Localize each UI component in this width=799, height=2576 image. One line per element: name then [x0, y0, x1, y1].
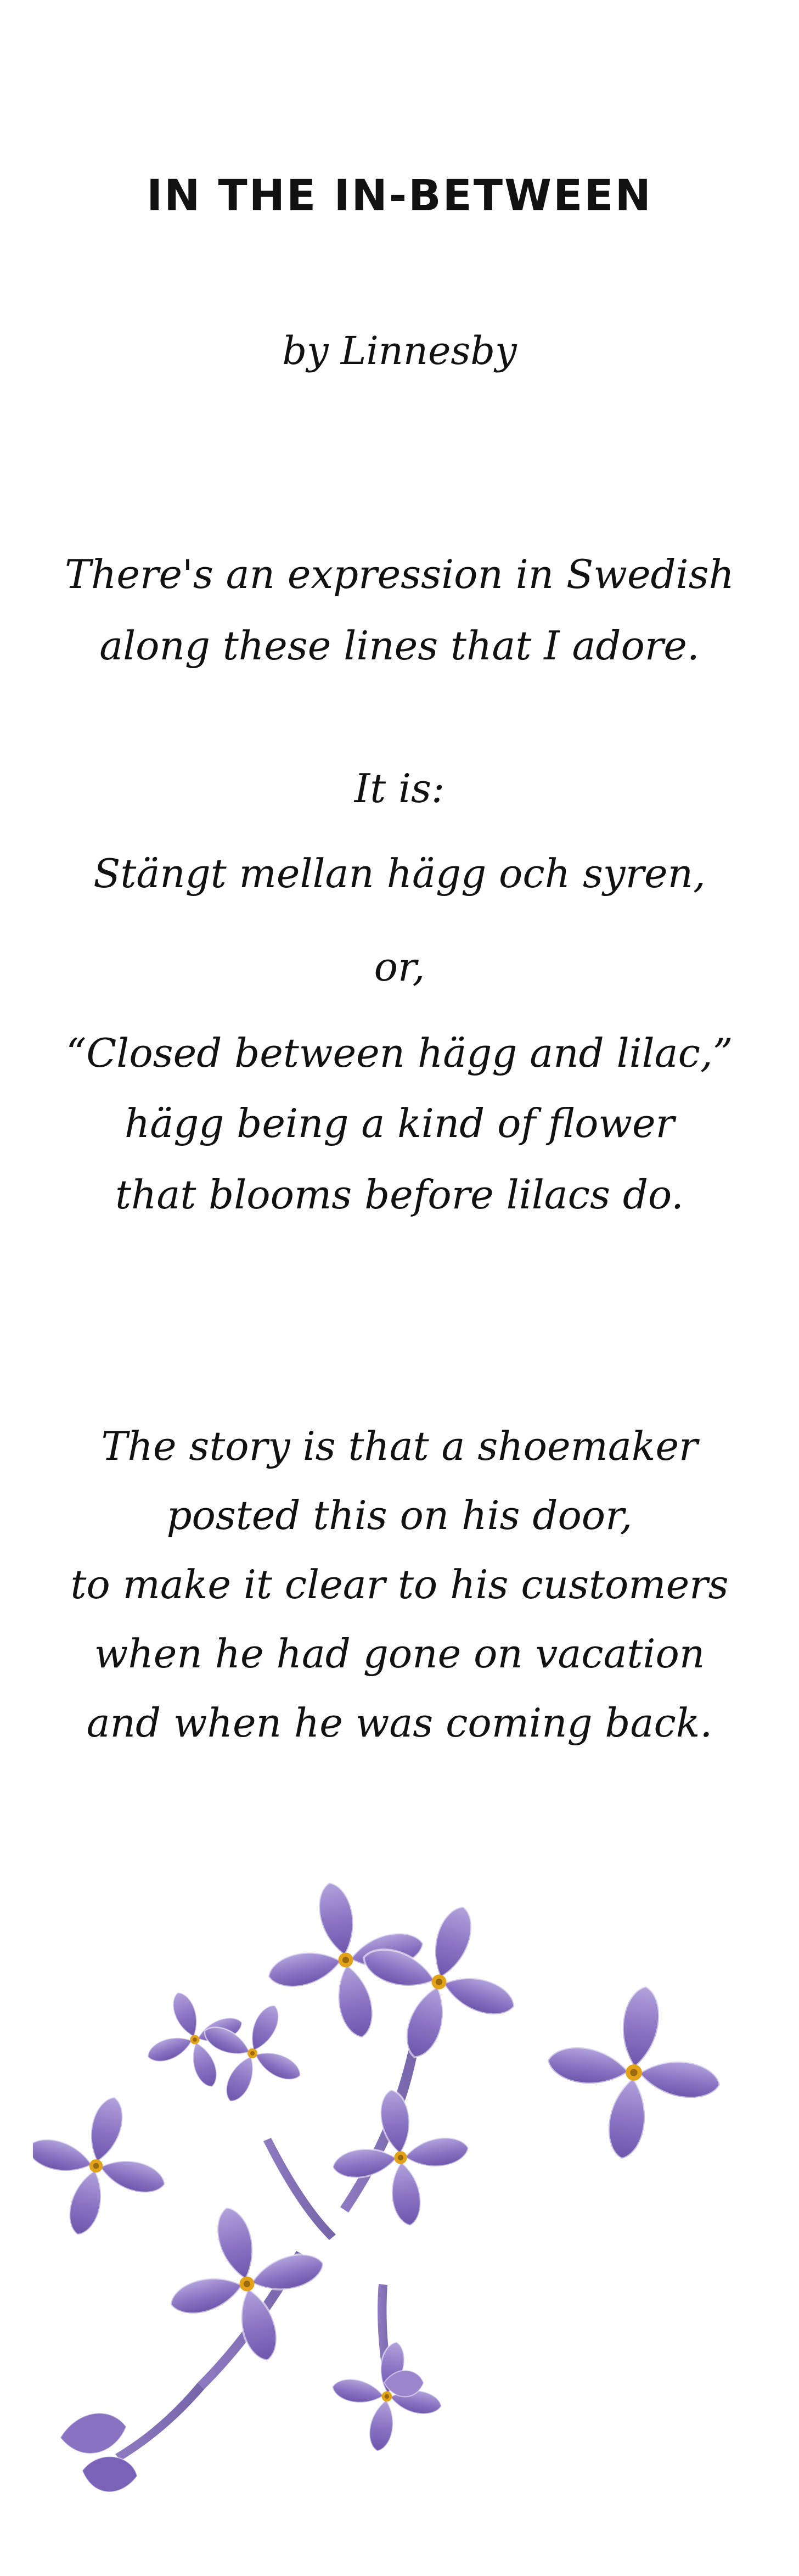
paragraph3-line-2: posted this on his door, — [166, 1492, 633, 1538]
paragraph3-line-4: when he had gone on vacation — [94, 1631, 705, 1677]
paragraph3-line-1: The story is that a shoemaker — [101, 1423, 698, 1469]
lilac-flowers-illustration — [33, 1856, 779, 2515]
lilac-florets — [33, 1866, 732, 2461]
paragraph2-line-6: that blooms before lilacs do. — [115, 1172, 684, 1218]
page-title: IN THE IN-BETWEEN — [147, 171, 652, 221]
paragraph3-line-3: to make it clear to his customers — [70, 1561, 729, 1608]
paragraph3-line-5: and when he was coming back. — [86, 1700, 713, 1746]
paragraph2-line-1: It is: — [354, 765, 445, 811]
paragraph2-line-3: or, — [374, 944, 425, 990]
paragraph2-line-2: Stängt mellan hägg och syren, — [93, 850, 706, 897]
paragraph2-line-5: hägg being a kind of flower — [124, 1100, 675, 1146]
paragraph1-line-2: along these lines that I adore. — [99, 623, 700, 669]
paragraph1-line-1: There's an expression in Swedish — [65, 551, 734, 597]
paragraph2-line-4: “Closed between hägg and lilac,” — [66, 1030, 733, 1076]
byline: by Linnesby — [282, 328, 517, 373]
